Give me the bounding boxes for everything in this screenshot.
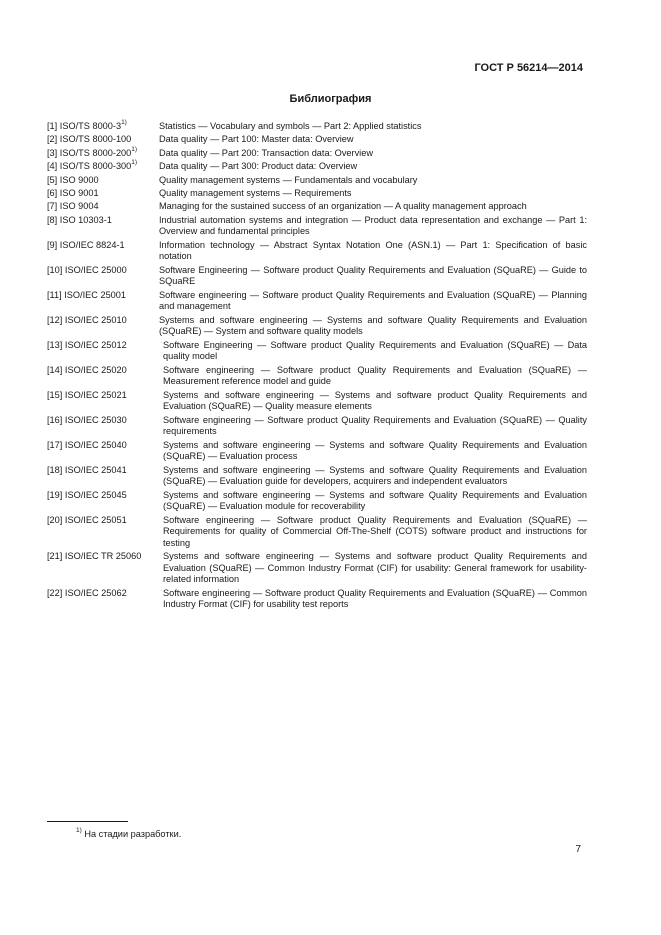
entry-number: [2] — [47, 134, 58, 145]
entry-number: [14] — [47, 364, 63, 375]
bibliography-entry — [47, 490, 587, 513]
entry-code: ISO/IEC 25010 — [64, 314, 127, 325]
entry-code: ISO 10303-1 — [59, 214, 112, 225]
entry-reference — [47, 315, 127, 327]
entry-reference — [47, 440, 127, 452]
entry-number: [4] — [47, 161, 58, 172]
entry-reference — [47, 588, 127, 600]
bibliography-entry — [47, 118, 587, 133]
entry-description: Data quality — Part 300: Product data: Overview — [159, 161, 358, 172]
entry-reference — [47, 265, 127, 277]
entry-description: Software Engineering — Software product Quality Requirements and Evaluation (SQuaRE) — Guide to SQuaRE — [159, 264, 587, 287]
entry-footnote-mark: 1) — [121, 118, 127, 126]
entry-description: Data quality — Part 200: Transaction data: Overview — [159, 147, 373, 158]
footnote-divider — [47, 821, 128, 822]
entry-description: Systems and software engineering — Systems and software product Quality Requirements and Evaluation (SQuaRE) — Quality measure elements — [163, 389, 587, 412]
entry-number: [13] — [47, 339, 63, 350]
entry-footnote-mark: 1) — [131, 159, 138, 167]
footnote-text: На стадии разработки. — [84, 829, 182, 839]
entry-reference — [47, 515, 127, 527]
entry-description: Managing for the sustained success of an organization — A quality management approach — [159, 201, 527, 212]
entry-reference — [47, 551, 141, 563]
bibliography-entry — [47, 515, 587, 550]
entry-reference — [47, 290, 126, 302]
footnote — [76, 826, 182, 839]
bibliography-entry — [47, 188, 587, 200]
entry-description: Systems and software engineering — Systems and software Quality Requirements and Evaluation (SQuaRE) — Evaluation process — [163, 439, 587, 462]
entry-code: ISO/IEC 25051 — [64, 514, 127, 525]
entry-number: [12] — [47, 314, 63, 325]
entry-description: Software Engineering — Software product Quality Requirements and Evaluation (SQuaRE) — Data quality model — [163, 339, 587, 362]
bibliography-list — [47, 118, 587, 613]
bibliography-entry — [47, 175, 587, 187]
entry-reference — [47, 365, 127, 377]
entry-code: ISO/IEC 8824-1 — [59, 239, 125, 250]
entry-code: ISO/IEC 25000 — [64, 264, 127, 275]
entry-reference — [47, 175, 99, 187]
entry-code: ISO/TS 8000-300 — [59, 161, 132, 172]
entry-description: Data quality — Part 100: Master data: Overview — [159, 134, 354, 145]
entry-reference — [47, 118, 127, 133]
entry-description: Software engineering — Software product Quality Requirements and Evaluation (SQuaRE) — Planning and management — [159, 289, 587, 312]
entry-description: Systems and software engineering — Systems and software product Quality Requirements and Evaluation (SQuaRE) — Common Industry Format (CIF) for usability: General framework for usability-related information — [163, 551, 587, 585]
entry-reference — [47, 215, 112, 227]
entry-description: Software engineering — Software product Quality Requirements and Evaluation (SQuaRE) — Common Industry Format (CIF) for usability test reports — [163, 587, 587, 610]
bibliography-title: Библиография — [289, 93, 372, 105]
bibliography-entry — [47, 315, 587, 338]
entry-number: [19] — [47, 489, 63, 500]
entry-number: [7] — [47, 201, 58, 212]
footnote-mark: 1) — [76, 826, 82, 834]
entry-code: ISO/IEC TR 25060 — [64, 551, 142, 562]
entry-code: ISO/TS 8000-100 — [59, 134, 132, 145]
entry-description: Quality management systems — Fundamentals and vocabulary — [159, 174, 418, 185]
entry-number: [15] — [47, 389, 63, 400]
entry-reference — [47, 161, 137, 173]
entry-code: ISO/IEC 25030 — [64, 414, 127, 425]
bibliography-entry — [47, 215, 587, 238]
entry-description: Statistics — Vocabulary and symbols — Part 2: Applied statistics — [159, 121, 422, 131]
entry-code: ISO/TS 8000-3 — [59, 121, 122, 131]
entry-number: [18] — [47, 464, 63, 475]
entry-code: ISO/IEC 25020 — [64, 364, 127, 375]
bibliography-entry — [47, 390, 587, 413]
entry-code: ISO/IEC 25041 — [64, 464, 127, 475]
bibliography-entry — [47, 365, 587, 388]
entry-number: [11] — [47, 289, 62, 300]
entry-code: ISO/IEC 25021 — [64, 389, 127, 400]
entry-description: Information technology — Abstract Syntax Notation One (ASN.1) — Part 1: Specification of basic notation — [159, 239, 587, 262]
entry-description: Systems and software engineering — Systems and software Quality Requirements and Evaluation (SQuaRE) — Evaluation guide for developers, acquirers and independent evaluators — [163, 464, 587, 487]
entry-code: ISO/IEC 25062 — [64, 587, 127, 598]
entry-description: Software engineering — Software product Quality Requirements and Evaluation (SQuaRE) — Quality requirements — [163, 414, 587, 437]
document-standard-header: ГОСТ Р 56214—2014 — [474, 62, 583, 74]
entry-number: [1] — [47, 121, 58, 131]
entry-reference — [47, 145, 138, 160]
bibliography-entry — [47, 340, 587, 363]
entry-reference — [47, 415, 127, 427]
bibliography-entry — [47, 440, 587, 463]
bibliography-entry — [47, 588, 587, 611]
entry-code: ISO/IEC 25040 — [64, 439, 127, 450]
entry-description: Systems and software engineering — Systems and software Quality Requirements and Evaluation (SQuaRE) — Evaluation module for recoverability — [163, 489, 587, 512]
entry-number: [9] — [47, 239, 58, 250]
bibliography-entry — [47, 134, 587, 146]
bibliography-entry — [47, 551, 587, 586]
entry-reference — [47, 240, 125, 252]
entry-number: [22] — [47, 587, 63, 598]
entry-description: Industrial automation systems and integration — Product data representation and exchange — Part 1: Overview and fundamental principles — [159, 214, 587, 237]
entry-number: [3] — [47, 147, 58, 158]
bibliography-entry — [47, 465, 587, 488]
entry-number: [17] — [47, 439, 63, 450]
entry-number: [5] — [47, 174, 58, 185]
entry-number: [20] — [47, 514, 63, 525]
entry-code: ISO/IEC 25012 — [64, 339, 127, 350]
entry-reference — [47, 490, 127, 502]
entry-number: [8] — [47, 214, 58, 225]
entry-description: Software engineering — Software product Quality Requirements and Evaluation (SQuaRE) — Requirements for quality of Commercial Off-The-Shelf (COTS) software product and instructions for testing — [163, 514, 587, 548]
bibliography-entry — [47, 265, 587, 288]
bibliography-entry — [47, 240, 587, 263]
entry-code: ISO/TS 8000-200 — [59, 147, 132, 158]
entry-code: ISO 9001 — [59, 187, 99, 198]
bibliography-entry — [47, 161, 587, 173]
entry-footnote-mark: 1) — [131, 145, 138, 153]
entry-reference — [47, 390, 127, 402]
entry-number: [16] — [47, 414, 63, 425]
page-number: 7 — [575, 844, 581, 855]
bibliography-entry — [47, 201, 587, 213]
entry-reference — [47, 465, 127, 477]
entry-number: [6] — [47, 187, 58, 198]
entry-reference — [47, 201, 99, 213]
bibliography-entry — [47, 145, 587, 160]
entry-reference — [47, 340, 127, 352]
entry-code: ISO/IEC 25001 — [64, 289, 127, 300]
bibliography-entry — [47, 415, 587, 438]
entry-code: ISO/IEC 25045 — [64, 489, 127, 500]
entry-description: Software engineering — Software product Quality Requirements and Evaluation (SQuaRE) — Measurement reference model and guide — [163, 364, 587, 387]
entry-code: ISO 9000 — [59, 174, 99, 185]
entry-code: ISO 9004 — [59, 201, 99, 212]
entry-description: Systems and software engineering — Systems and software Quality Requirements and Evaluation (SQuaRE) — System and software quality models — [159, 314, 587, 337]
entry-number: [21] — [47, 551, 63, 562]
bibliography-entry — [47, 290, 587, 313]
entry-description: Quality management systems — Requirements — [159, 187, 352, 198]
entry-number: [10] — [47, 264, 63, 275]
entry-reference — [47, 134, 131, 146]
entry-reference — [47, 188, 99, 200]
